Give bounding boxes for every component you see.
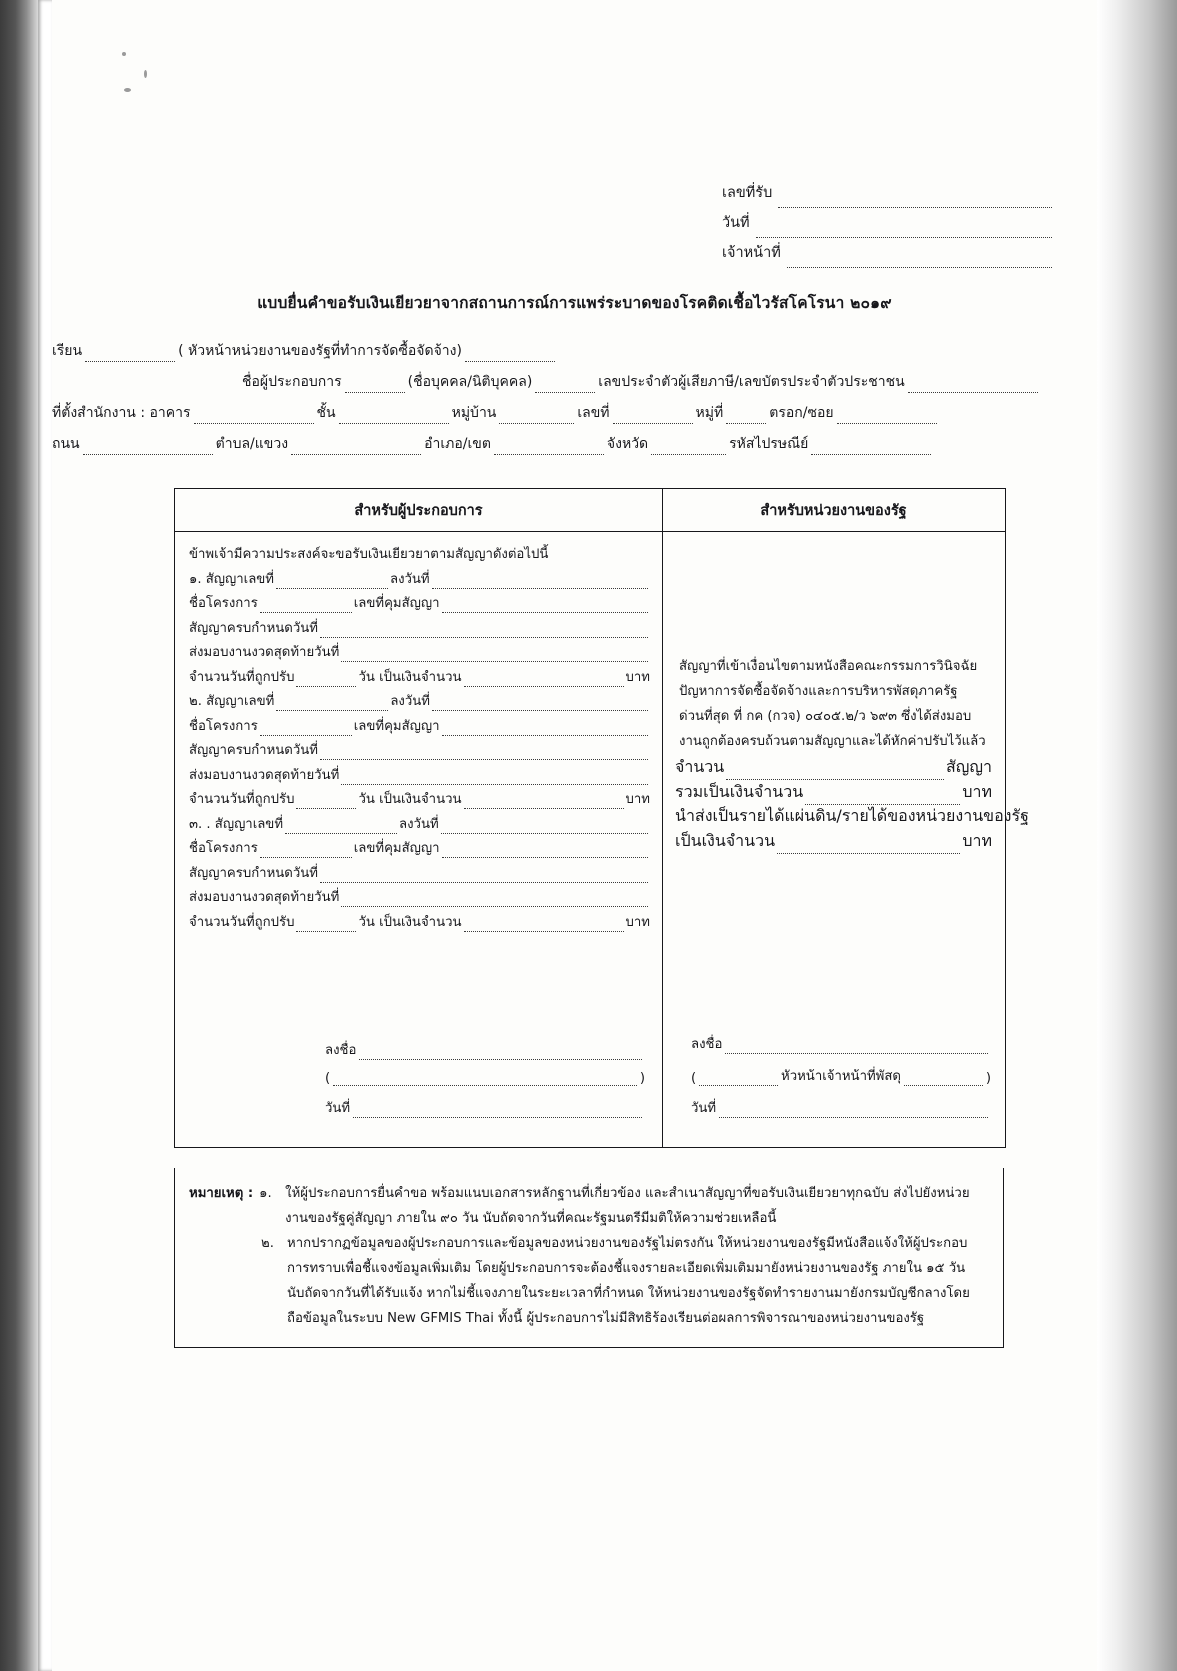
moo-blank[interactable]: [726, 410, 766, 424]
floor-blank[interactable]: [339, 410, 449, 424]
operator-sign-row: [325, 1039, 645, 1060]
addressee-hint: ( หัวหน้าหน่วยงานของรัฐที่ทำการจัดซื้อจัดจ้าง): [178, 343, 462, 359]
scan-left-edge-inner: [38, 0, 52, 1671]
fine-days-1-blank[interactable]: [296, 673, 356, 687]
fine-amount-3-unit: บาท: [625, 914, 650, 930]
road-label: ถนน: [52, 436, 80, 452]
note-1-number: ๑.: [259, 1186, 272, 1201]
agency-sign-date-label: วันที่: [691, 1101, 717, 1116]
delivery-2-row: [189, 767, 650, 785]
contract-code-3-label: เลขที่คุมสัญญา: [353, 841, 440, 856]
operator-sign-blank[interactable]: [359, 1046, 642, 1060]
page-title: แบบยื่นคำขอรับเงินเยียวยาจากสถานการณ์การแพร่ระบาดของโรคติดเชื้อไวรัสโคโรนา ๒๐๑๙: [257, 294, 892, 312]
contract-1-due-label: สัญญาครบกำหนดวันที่: [189, 620, 318, 636]
road-blank[interactable]: [83, 441, 213, 455]
agency-condition-paragraph: สัญญาที่เข้าเงื่อนไขตามหนังสือคณะกรรมการวินิจฉัยปัญหาการจัดซื้อจัดจ้างและการบริหารพัสดุภาครัฐ ด่วนที่สุด ที่ กค (กวจ) ๐๔๐๕.๒/ว ๖๙๓ ซึ่งได้ส่งมอบงานถูกต้องครบถ้วนตามสัญญาและได้หักค่าปรับไว้แล้ว: [679, 659, 986, 749]
contract-3-no-label: ๓. . สัญญาเลขที่: [189, 816, 284, 832]
contract-1-no-blank[interactable]: [276, 575, 388, 589]
agency-amount-row: [675, 830, 992, 854]
receipt-officer-label: เจ้าหน้าที่: [722, 245, 781, 261]
operator-sign-date-row: [325, 1097, 645, 1118]
agency-sign-row: [691, 1033, 991, 1054]
district-label: อำเภอ/เขต: [424, 436, 491, 452]
receipt-date-label: วันที่: [722, 215, 750, 231]
operator-name-blank[interactable]: [345, 379, 405, 393]
subdistrict-blank[interactable]: [291, 441, 421, 455]
taxid-label: เลขประจำตัวผู้เสียภาษี/เลขบัตรประจำตัวประชาชน: [598, 374, 905, 390]
addressee-blank[interactable]: [85, 348, 175, 362]
receipt-officer-blank[interactable]: [787, 253, 1052, 268]
contract-1-date-blank[interactable]: [432, 575, 648, 589]
agency-fields: [663, 532, 1029, 854]
receipt-stamp-box: [722, 178, 1052, 268]
contract-3-due-blank[interactable]: [320, 869, 648, 883]
office-building-blank[interactable]: [194, 410, 314, 424]
contract-3-date-label: ลงวันที่: [399, 816, 439, 832]
contract-2-date-blank[interactable]: [432, 697, 648, 711]
contract-code-2-label: เลขที่คุมสัญญา: [353, 718, 440, 734]
contract-code-3-blank[interactable]: [442, 844, 648, 858]
contract-3-no-row: [189, 816, 650, 834]
contract-1-no-label: ๑. สัญญาเลขที่: [189, 571, 274, 587]
table-cell-operator: [175, 532, 662, 1147]
agency-sign-label: ลงชื่อ: [691, 1037, 723, 1052]
agency-paren-open: (: [691, 1071, 697, 1086]
notes-label: หมายเหตุ :: [189, 1186, 254, 1201]
project-3-label: ชื่อโครงการ: [189, 841, 258, 856]
contract-3-no-blank[interactable]: [285, 820, 397, 834]
agency-total-blank[interactable]: [805, 791, 960, 805]
project-2-row: [189, 718, 650, 736]
fine-amount-2-unit: บาท: [625, 792, 650, 807]
operator-signature-block: [325, 1039, 645, 1129]
agency-amount-unit: บาท: [962, 830, 992, 850]
floor-label: ชั้น: [316, 405, 336, 421]
agency-sign-position: หัวหน้าเจ้าหน้าที่พัสดุ: [781, 1069, 901, 1084]
house-no-blank[interactable]: [613, 410, 693, 424]
delivery-3-label: ส่งมอบงานงวดสุดท้ายวันที่: [189, 890, 340, 905]
scan-speck: [122, 52, 126, 56]
village-blank[interactable]: [499, 410, 574, 424]
operator-sign-date-blank[interactable]: [353, 1104, 642, 1118]
fine-days-3-row: [189, 914, 650, 932]
contract-code-1-label: เลขที่คุมสัญญา: [353, 596, 440, 611]
contract-2-no-row: [189, 693, 650, 711]
contract-1-due-blank[interactable]: [320, 624, 648, 638]
table-header-operator: สำหรับผู้ประกอบการ: [354, 502, 483, 519]
operator-sign-name-row: [325, 1071, 645, 1086]
fine-amount-1-label: วัน เป็นเงินจำนวน: [358, 669, 462, 685]
agency-total-unit: บาท: [962, 781, 992, 801]
agency-count-row: [675, 757, 992, 780]
agency-sign-date-row: [691, 1097, 991, 1118]
contract-code-2-blank[interactable]: [442, 722, 648, 736]
operator-paren-open: (: [325, 1071, 331, 1086]
note-2-number: ๒.: [261, 1236, 274, 1251]
operator-paren-close: ): [639, 1071, 645, 1086]
delivery-1-blank[interactable]: [341, 648, 648, 662]
project-3-blank[interactable]: [260, 844, 352, 858]
fine-days-1-row: [189, 669, 650, 687]
contract-3-due-row: [189, 865, 650, 883]
paper-sheet: [52, 0, 1097, 1671]
fine-amount-3-label: วัน เป็นเงินจำนวน: [358, 914, 462, 930]
operator-intro-line: [189, 546, 650, 564]
project-2-label: ชื่อโครงการ: [189, 718, 258, 734]
receipt-number-blank[interactable]: [778, 193, 1052, 208]
fine-amount-2-blank[interactable]: [464, 795, 624, 809]
receipt-row-officer: [722, 238, 1052, 268]
fine-amount-2-label: วัน เป็นเงินจำนวน: [358, 792, 462, 807]
delivery-2-label: ส่งมอบงานงวดสุดท้ายวันที่: [189, 767, 340, 783]
agency-amount-label: เป็นเงินจำนวน: [675, 830, 775, 850]
table-cell-agency: [662, 532, 1029, 1147]
delivery-1-label: ส่งมอบงานงวดสุดท้ายวันที่: [189, 645, 340, 660]
district-blank[interactable]: [494, 441, 604, 455]
agency-paren-close: ): [985, 1071, 991, 1086]
contract-3-due-label: สัญญาครบกำหนดวันที่: [189, 865, 318, 881]
fine-days-2-blank[interactable]: [296, 795, 356, 809]
table-header-row: [175, 489, 1005, 532]
operator-sign-label: ลงชื่อ: [325, 1043, 357, 1058]
contract-2-due-label: สัญญาครบกำหนดวันที่: [189, 743, 318, 758]
scan-right-edge: [1097, 0, 1177, 1671]
subdistrict-label: ตำบล/แขวง: [215, 436, 289, 452]
operator-name-hint: (ชื่อบุคคล/นิติบุคคล): [407, 374, 533, 390]
receipt-number-label: เลขที่รับ: [722, 185, 773, 201]
soi-blank[interactable]: [837, 410, 937, 424]
table-header-agency: สำหรับหน่วยงานของรัฐ: [662, 489, 1004, 531]
scan-left-edge: [0, 0, 38, 1671]
village-label: หมู่บ้าน: [451, 405, 497, 421]
province-label: จังหวัด: [606, 436, 649, 452]
project-1-row: [189, 595, 650, 613]
contract-2-due-row: [189, 742, 650, 760]
agency-sign-date-blank[interactable]: [719, 1104, 988, 1118]
fine-amount-1-blank[interactable]: [464, 673, 624, 687]
table-body-row: [175, 532, 1029, 1147]
fine-amount-1-unit: บาท: [625, 669, 650, 685]
agency-total-row: [675, 781, 992, 805]
contract-1-due-row: [189, 620, 650, 638]
office-building-label: ที่ตั้งสำนักงาน : อาคาร: [52, 405, 191, 421]
receipt-row-date: [722, 208, 1052, 238]
taxid-blank[interactable]: [908, 379, 1038, 393]
postcode-blank[interactable]: [811, 441, 931, 455]
agency-amount-blank[interactable]: [777, 840, 960, 854]
field-row-addressee: [52, 340, 1052, 362]
note-2-text: หากปรากฏข้อมูลของผู้ประกอบการและข้อมูลของหน่วยงานของรัฐไม่ตรงกัน ให้หน่วยงานของรัฐมีหนังสือแจ้งให้ผู้ประกอบการทราบเพื่อชี้แจงข้อมูลเพิ่มเติม โดยผู้ประกอบการจะต้องชี้แจงรายละเอียดเพิ่มเติมมายังหน่วยงานของรัฐ ภายใน ๑๕ วัน นับถัดจากวันที่ได้รับแจ้ง หากไม่ชี้แจงภายในระยะเวลาที่กำหนด ให้หน่วยงานของรัฐจัดทำรายงานมายังกรมบัญชีกลางโดยถือข้อมูลในระบบ New GFMIS Thai ทั้งนี้ ผู้ประกอบการไม่มีสิทธิร้องเรียนต่อผลการพิจารณาของหน่วยงานของรัฐ: [287, 1236, 970, 1326]
addressee-blank-2[interactable]: [465, 348, 555, 362]
receipt-row-number: [722, 178, 1052, 208]
agency-count-blank[interactable]: [726, 766, 944, 780]
agency-sign-name-blank-left[interactable]: [699, 1072, 778, 1086]
note-1-text: ให้ผู้ประกอบการยื่นคำขอ พร้อมแนบเอกสารหลักฐานที่เกี่ยวข้อง และสำเนาสัญญาที่ขอรับเงินเยียวยาทุกฉบับ ส่งไปยังหน่วยงานของรัฐคู่สัญญา ภายใน ๙๐ วัน นับถัดจากวันที่คณะรัฐมนตรีมีมติให้ความช่วยเหลือนี้: [285, 1186, 970, 1226]
house-no-label: เลขที่: [577, 405, 610, 421]
delivery-2-blank[interactable]: [341, 771, 648, 785]
delivery-3-blank[interactable]: [341, 893, 648, 907]
operator-name-blank-2[interactable]: [535, 379, 595, 393]
contract-2-no-blank[interactable]: [276, 697, 388, 711]
province-blank[interactable]: [651, 441, 726, 455]
agency-total-label: รวมเป็นเงินจำนวน: [675, 781, 804, 801]
soi-label: ตรอก/ซอย: [769, 405, 834, 421]
fine-days-1-label: จำนวนวันที่ถูกปรับ: [189, 669, 295, 685]
agency-revenue-label: นำส่งเป็นรายได้แผ่นดิน/รายได้ของหน่วยงานของรัฐ: [675, 806, 1029, 825]
contract-2-date-label: ลงวันที่: [390, 694, 430, 709]
contract-3-date-blank[interactable]: [441, 820, 648, 834]
project-1-label: ชื่อโครงการ: [189, 596, 258, 611]
notes-section: [174, 1168, 1004, 1348]
project-2-blank[interactable]: [260, 722, 352, 736]
operator-name-label: ชื่อผู้ประกอบการ: [242, 374, 342, 390]
operator-intro-text: ข้าพเจ้ามีความประสงค์จะขอรับเงินเยียวยาตามสัญญาดังต่อไปนี้: [189, 547, 549, 562]
contract-1-date-label: ลงวันที่: [389, 571, 430, 587]
field-row-operator-name: [52, 371, 1052, 393]
contract-1-no-row: [189, 571, 650, 589]
note-item-2: [189, 1231, 985, 1331]
delivery-3-row: [189, 889, 650, 907]
note-item-1: [189, 1181, 985, 1231]
addressee-label: เรียน: [52, 343, 83, 359]
fine-days-2-label: จำนวนวันที่ถูกปรับ: [189, 792, 295, 807]
field-row-address-2: [52, 433, 1052, 455]
agency-sign-name-row: [691, 1065, 991, 1086]
agency-count-unit: สัญญา: [945, 757, 992, 776]
operator-fields: [175, 532, 662, 932]
contract-code-1-blank[interactable]: [442, 599, 648, 613]
contract-2-no-label: ๒. สัญญาเลขที่: [189, 694, 275, 709]
fine-days-2-row: [189, 791, 650, 809]
agency-revenue-row: [675, 806, 1029, 829]
main-table: [174, 488, 1029, 1148]
moo-label: หมู่ที่: [695, 405, 724, 421]
fine-days-3-label: จำนวนวันที่ถูกปรับ: [189, 914, 295, 930]
operator-sign-name-blank[interactable]: [333, 1072, 637, 1086]
postcode-label: รหัสไปรษณีย์: [729, 436, 809, 452]
header-form-fields: [52, 340, 1052, 464]
fine-amount-3-blank[interactable]: [464, 918, 624, 932]
field-row-office-address: [52, 402, 1052, 424]
receipt-date-blank[interactable]: [756, 223, 1052, 238]
scan-speck: [144, 70, 147, 78]
project-3-row: [189, 840, 650, 858]
delivery-1-row: [189, 644, 650, 662]
project-1-blank[interactable]: [260, 599, 352, 613]
agency-sign-name-blank-right[interactable]: [904, 1072, 983, 1086]
agency-paragraph-spacer: [675, 546, 992, 654]
agency-sign-blank[interactable]: [725, 1040, 988, 1054]
agency-signature-block: [691, 1033, 991, 1129]
scan-speck: [124, 88, 131, 92]
contract-2-due-blank[interactable]: [320, 746, 648, 760]
agency-count-label: จำนวน: [675, 757, 725, 776]
fine-days-3-blank[interactable]: [296, 918, 356, 932]
operator-sign-date-label: วันที่: [325, 1101, 351, 1116]
